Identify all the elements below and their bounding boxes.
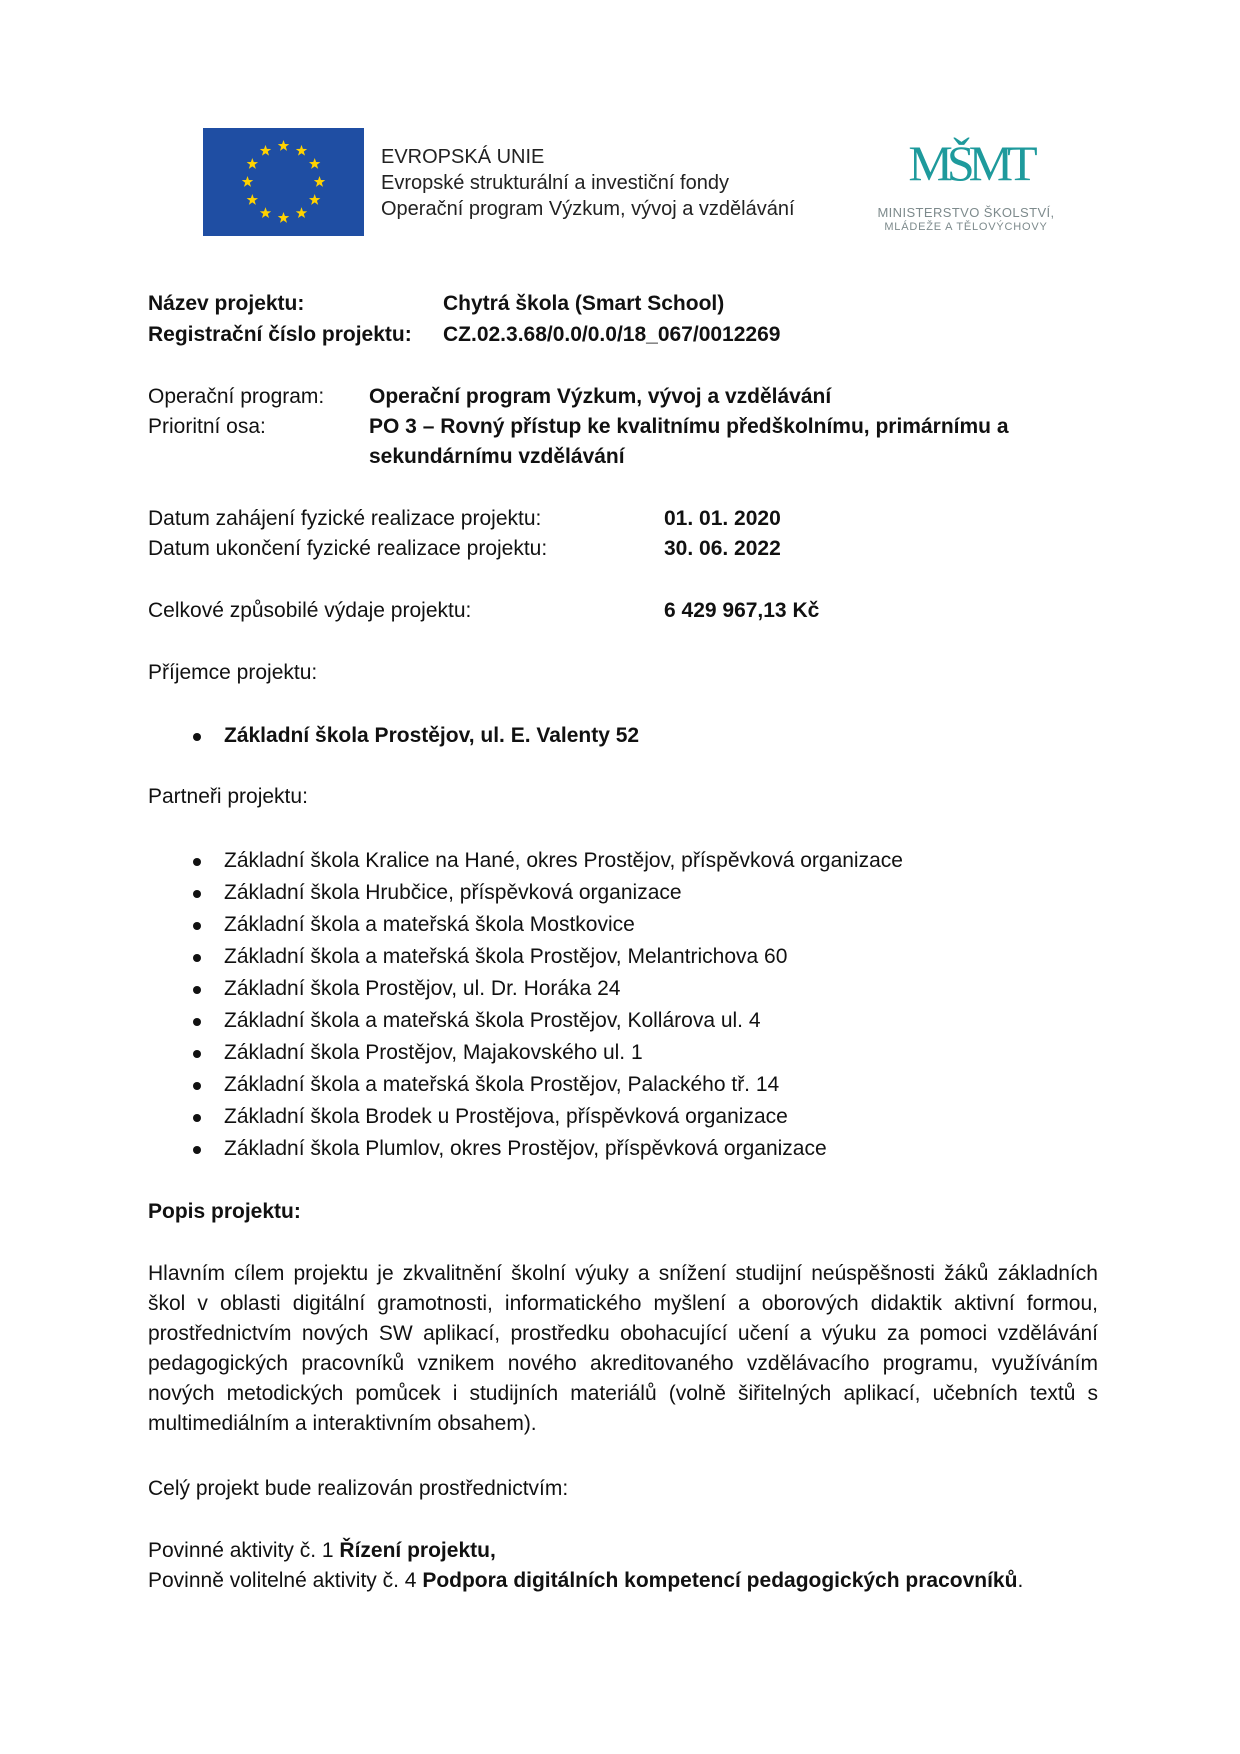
activity-2-suffix: .	[1017, 1569, 1024, 1592]
eu-star	[296, 207, 307, 218]
activity-2-title: Podpora digitálních kompetencí pedagogických pracovníků	[422, 1569, 1018, 1592]
eu-star	[260, 207, 271, 218]
eu-star	[309, 158, 320, 169]
eu-star	[260, 145, 271, 156]
costs-value: 6 429 967,13 Kč	[664, 599, 820, 622]
op-value: Operační program Výzkum, vývoj a vzdělávání	[369, 385, 832, 408]
axis-value-line-2: sekundárnímu vzdělávání	[369, 445, 625, 468]
msmt-name	[855, 206, 1077, 234]
eu-star	[247, 194, 258, 205]
activity-2	[148, 1566, 1023, 1596]
description-paragraph: Hlavním cílem projektu je zkvalitnění školní výuky a snížení studijní neúspěšnosti žáků základních škol v oblasti digitální gramotnosti, informatického myšlení a oborových didaktik aktivní formou, prostřednictvím nových SW aplikací, prostředku obohacující učení a výuku za pomoci vzdělávání pedagogických pracovníků vznikem nového akreditovaného vzdělávacího programu, využíváním nových metodických pomůcek i studijních materiálů (volně šiřitelných aplikací, učebních textů s multimediálním a interaktivním obsahem).	[148, 1262, 1098, 1435]
partner-item: Základní škola Prostějov, Majakovského ul. 1	[191, 1037, 903, 1069]
start-date-value: 01. 01. 2020	[664, 507, 781, 530]
eu-star	[278, 140, 289, 151]
partner-item: Základní škola a mateřská škola Prostějov, Kollárova ul. 4	[191, 1005, 903, 1037]
registration-label: Registrační číslo projektu:	[148, 323, 412, 346]
partner-item: Základní škola a mateřská škola Prostějov, Palackého tř. 14	[191, 1069, 903, 1101]
partner-item: Základní škola Prostějov, ul. Dr. Horáka 24	[191, 973, 903, 1005]
activity-2-prefix: Povinně volitelné aktivity č. 4	[148, 1569, 423, 1592]
recipient-item: Základní škola Prostějov, ul. E. Valenty 52	[191, 720, 639, 752]
activity-1-title: Řízení projektu,	[339, 1539, 496, 1562]
end-date-value: 30. 06. 2022	[664, 537, 781, 560]
eu-star	[314, 176, 325, 187]
eu-stars-icon	[203, 128, 364, 236]
start-date-label: Datum zahájení fyzické realizace projektu:	[148, 507, 542, 530]
eu-star	[309, 194, 320, 205]
partner-item: Základní škola Hrubčice, příspěvková organizace	[191, 877, 903, 909]
recipient-label: Příjemce projektu:	[148, 661, 318, 684]
eu-line-2: Evropské strukturální a investiční fondy	[381, 172, 729, 194]
axis-value-line-1: PO 3 – Rovný přístup ke kvalitnímu předškolnímu, primárnímu a	[369, 415, 1009, 438]
activity-1	[148, 1536, 496, 1566]
eu-star	[247, 158, 258, 169]
axis-label: Prioritní osa:	[148, 415, 266, 438]
eu-star	[296, 145, 307, 156]
description-heading: Popis projektu:	[148, 1200, 301, 1223]
activity-1-prefix: Povinné aktivity č. 1	[148, 1539, 340, 1562]
msmt-line-2: MLÁDEŽE A TĚLOVÝCHOVY	[884, 221, 1048, 233]
end-date-label: Datum ukončení fyzické realizace projektu:	[148, 537, 548, 560]
recipient-list	[191, 720, 639, 752]
partners-list	[191, 845, 903, 1165]
project-name-value: Chytrá škola (Smart School)	[443, 292, 725, 315]
msmt-mark-icon	[908, 124, 1032, 200]
eu-flag-logo	[203, 128, 364, 236]
partners-label: Partneři projektu:	[148, 785, 308, 808]
msmt-line-1: MINISTERSTVO ŠKOLSTVÍ,	[877, 205, 1055, 220]
msmt-logo	[855, 124, 1077, 244]
eu-logo-text	[381, 144, 795, 222]
eu-line-3: Operační program Výzkum, vývoj a vzdělávání	[381, 198, 795, 220]
registration-value: CZ.02.3.68/0.0/0.0/18_067/0012269	[443, 323, 781, 346]
op-label: Operační program:	[148, 385, 325, 408]
partner-item: Základní škola Kralice na Hané, okres Prostějov, příspěvková organizace	[191, 845, 903, 877]
partner-item: Základní škola a mateřská škola Mostkovice	[191, 909, 903, 941]
eu-star	[242, 176, 253, 187]
costs-label: Celkové způsobilé výdaje projektu:	[148, 599, 472, 622]
partner-item: Základní škola a mateřská škola Prostějov, Melantrichova 60	[191, 941, 903, 973]
project-name-label: Název projektu:	[148, 292, 305, 315]
partner-item: Základní škola Brodek u Prostějova, příspěvková organizace	[191, 1101, 903, 1133]
msmt-mark-text: MŠMT	[908, 135, 1032, 191]
realization-text: Celý projekt bude realizován prostřednictvím:	[148, 1477, 569, 1500]
partner-item: Základní škola Plumlov, okres Prostějov, příspěvková organizace	[191, 1133, 903, 1165]
eu-line-1: EVROPSKÁ UNIE	[381, 146, 545, 168]
eu-star	[278, 212, 289, 223]
